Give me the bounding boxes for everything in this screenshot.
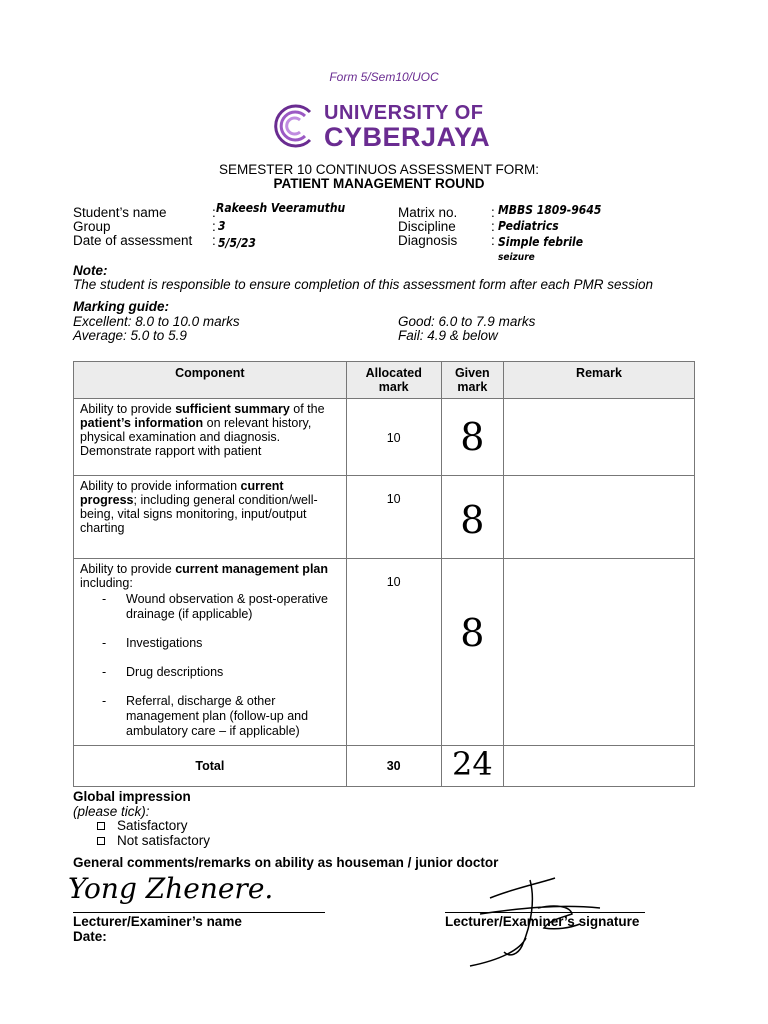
table-row [74,476,695,559]
note-text: The student is responsible to ensure completion of this assessment form after each PMR session [73,277,654,292]
diagnosis-value-2: seizure [498,252,535,263]
row3-bold: current management plan [175,562,329,576]
marking-excellent: Excellent: 8.0 to 10.0 marks [73,314,240,329]
global-impression-hint: (please tick): [73,804,150,819]
header-given [441,362,503,399]
marking-average: Average: 5.0 to 5.9 [73,328,187,343]
global-impression-label: Global impression [73,789,191,804]
diagnosis-label: Diagnosis [398,233,458,248]
not-satisfactory-label: Not satisfactory [117,833,211,848]
row1-bold: sufficient summary [175,402,290,416]
row1-bold: patient’s information [80,416,204,430]
examiner-name-label: Lecturer/Examiner’s name [73,914,242,929]
row3-remark [503,559,694,746]
row1-text: on relevant history, physical examination and diagnosis. [80,416,312,444]
discipline-label: Discipline [398,219,456,234]
total-given: 24 [441,746,503,787]
header-given-line2: mark [457,380,488,394]
marking-good: Good: 6.0 to 7.9 marks [398,314,536,329]
examiner-signature-icon [460,868,610,972]
row3-plan-list [80,592,340,739]
form-title: SEMESTER 10 CONTINUOS ASSESSMENT FORM: [218,162,540,177]
row2-text: Ability to provide information [80,479,241,493]
colon: : [491,233,495,248]
note-label: Note: [73,263,108,278]
option-satisfactory[interactable] [97,818,188,833]
table-header-row [74,362,695,399]
row1-given: 8 [441,399,503,476]
row1-text: Ability to provide [80,402,176,416]
discipline-value: Pediatrics [498,219,559,233]
comments-label: General comments/remarks on ability as houseman / junior doctor [73,855,499,870]
row2-given: 8 [441,476,503,559]
row1-rapport: Demonstrate rapport with patient [80,444,262,458]
not-satisfactory-checkbox[interactable] [97,837,105,845]
row3-given: 8 [441,559,503,746]
row1-text: of the [289,402,325,416]
marking-guide-label: Marking guide: [73,299,170,314]
row2-allocated: 10 [346,476,441,559]
row2-component [74,476,347,559]
header-allocated-line1: Allocated [365,366,422,380]
satisfactory-label: Satisfactory [117,818,188,833]
list-item: - Investigations [80,636,340,651]
logo-line-2: CYBERJAYA [324,122,491,152]
name-signature-line [73,912,325,913]
row3-text: Ability to provide [80,562,176,576]
group-label: Group [73,219,111,234]
row2-text: ; including general condition/well-being, vital signs monitoring, input/output charting [80,493,318,535]
date-label-bottom: Date: [73,929,107,944]
diagnosis-value-1: Simple febrile [498,235,584,249]
row2-bold: current progress [80,479,284,507]
row3-text: including: [80,576,133,590]
row2-remark [503,476,694,559]
university-logo [268,98,491,154]
examiner-name-handwritten: Yong Zhenere. [68,872,274,905]
student-name-label: Student’s name [73,205,167,220]
student-name-value: Rakeesh Veeramuthu [216,201,346,215]
header-remark: Remark [503,362,694,399]
list-item: - Referral, discharge & other management plan (follow-up and ambulatory care – if applicable) [80,694,340,739]
header-component: Component [74,362,347,399]
form-code: Form 5/Sem10/UOC [329,70,439,84]
date-label: Date of assessment [73,233,193,248]
matrix-value: MBBS 1809-9645 [498,203,602,217]
header-allocated [346,362,441,399]
cyberjaya-logo-icon [268,100,320,152]
assessment-table [73,361,695,787]
row3-component [74,559,347,746]
row1-remark [503,399,694,476]
table-row [74,559,695,746]
row1-component [74,399,347,476]
colon: : [491,205,495,220]
total-remark [503,746,694,787]
form-subtitle: PATIENT MANAGEMENT ROUND [273,176,485,191]
header-given-line1: Given [454,366,490,380]
table-row [74,399,695,476]
list-item: - Drug descriptions [80,665,340,680]
colon: : [212,205,216,220]
list-item: - Wound observation & post-operative drainage (if applicable) [80,592,340,622]
logo-line-1: UNIVERSITY OF [324,102,484,124]
row3-allocated: 10 [346,559,441,746]
satisfactory-checkbox[interactable] [97,822,105,830]
colon: : [491,219,495,234]
total-allocated: 30 [346,746,441,787]
group-value: 3 [218,219,226,233]
signature-label: Lecturer/Examiner’s signature [445,914,640,929]
total-label: Total [74,746,347,787]
row1-allocated: 10 [346,399,441,476]
marking-fail: Fail: 4.9 & below [398,328,498,343]
table-total-row [74,746,695,787]
colon: : [212,233,216,248]
header-allocated-line2: mark [378,380,409,394]
option-not-satisfactory[interactable] [97,833,210,848]
matrix-label: Matrix no. [398,205,458,220]
date-value: 5/5/23 [218,236,256,250]
colon: : [212,219,216,234]
